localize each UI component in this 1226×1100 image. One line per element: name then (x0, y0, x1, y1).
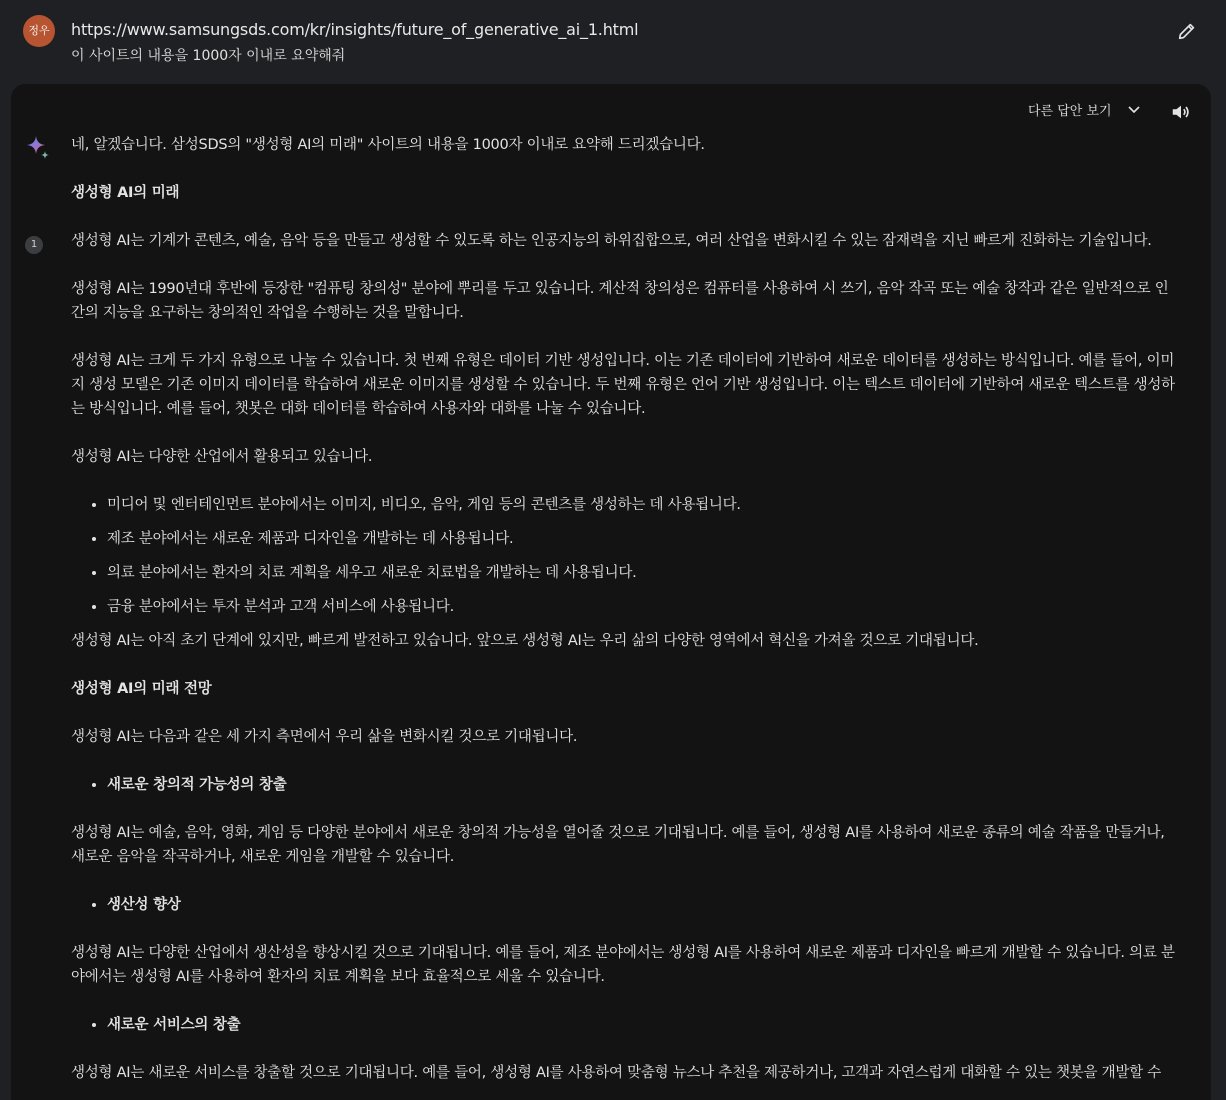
speaker-icon (1170, 101, 1192, 123)
list-item: • 금융 분야에서는 투자 분석과 고객 서비스에 사용됩니다. (107, 595, 1179, 619)
chevron-down-icon (1126, 101, 1142, 117)
response-content (71, 133, 1179, 1100)
aspect-list (71, 773, 1179, 797)
aspect-list (71, 1013, 1179, 1037)
response-paragraph: 생성형 AI는 다음과 같은 세 가지 측면에서 우리 삶을 변화시킬 것으로 기대됩니다. (71, 729, 578, 745)
response-card (11, 84, 1211, 1100)
gemini-sparkle-icon (25, 135, 51, 161)
edit-prompt-button[interactable] (1172, 16, 1202, 46)
industry-list (71, 493, 1179, 619)
list-item: • 의료 분야에서는 환자의 치료 계획을 세우고 새로운 치료법을 개발하는 데 사용됩니다. (107, 561, 1179, 585)
response-paragraph: 생성형 AI는 다양한 산업에서 생산성을 향상시킬 것으로 기대됩니다. 예를 들어, 제조 분야에서는 생성형 AI를 사용하여 새로운 제품과 디자인을 빠르게 개발할 수 있습니다. 의료 분야에서는 생성형 AI를 사용하여 환자의 치료 계획을 보다 효율적으로 세울 수 있습니다. (71, 945, 1175, 985)
read-aloud-button[interactable] (1167, 98, 1195, 126)
list-item: • 새로운 서비스의 창출 (107, 1013, 1179, 1037)
list-item: • 새로운 창의적 가능성의 창출 (107, 773, 1179, 797)
list-item: • 생산성 향상 (107, 893, 1179, 917)
response-intro: 네, 알겠습니다. 삼성SDS의 "생성형 AI의 미래" 사이트의 내용을 1000자 이내로 요약해 드리겠습니다. (71, 137, 705, 153)
user-prompt-row (0, 0, 1226, 84)
list-item: • 미디어 및 엔터테인먼트 분야에서는 이미지, 비디오, 음악, 게임 등의 콘텐츠를 생성하는 데 사용됩니다. (107, 493, 1179, 517)
response-paragraph: 생성형 AI는 1990년대 후반에 등장한 "컴퓨팅 창의성" 분야에 뿌리를 두고 있습니다. 계산적 창의성은 컴퓨터를 사용하여 시 쓰기, 음악 작곡 또는 예술 창작과 같은 일반적으로 인간의 지능을 요구하는 창의적인 작업을 수행하는 것을 말합니다. (71, 281, 1169, 321)
aspect-list (71, 893, 1179, 917)
response-paragraph: 생성형 AI는 기계가 콘텐츠, 예술, 음악 등을 만들고 생성할 수 있도록 하는 인공지능의 하위집합으로, 여러 산업을 변화시킬 수 있는 잠재력을 지닌 빠르게 진화하는 기술입니다. (71, 233, 1152, 249)
view-other-drafts-button[interactable] (1028, 98, 1142, 120)
prompt-url: https://www.samsungsds.com/kr/insights/future_of_generative_ai_1.html (71, 20, 639, 39)
response-paragraph: 생성형 AI는 새로운 서비스를 창출할 것으로 기대됩니다. 예를 들어, 생성형 AI를 사용하여 맞춤형 뉴스나 추천을 제공하거나, 고객과 자연스럽게 대화할 수 있는 챗봇을 개발할 수 (71, 1065, 1161, 1081)
response-paragraph: 생성형 AI는 크게 두 가지 유형으로 나눌 수 있습니다. 첫 번째 유형은 데이터 기반 생성입니다. 이는 기존 데이터에 기반하여 새로운 데이터를 생성하는 방식입니다. 예를 들어, 이미지 생성 모델은 기존 이미지 데이터를 학습하여 새로운 이미지를 생성할 수 있습니다. 두 번째 유형은 언어 기반 생성입니다. 이는 텍스트 데이터에 기반하여 새로운 텍스트를 생성하는 방식입니다. 예를 들어, 챗봇은 대화 데이터를 학습하여 사용자와 대화를 나눌 수 있습니다. (71, 353, 1175, 417)
response-paragraph: 생성형 AI는 아직 초기 단계에 있지만, 빠르게 발전하고 있습니다. 앞으로 생성형 AI는 우리 삶의 다양한 영역에서 혁신을 가져올 것으로 기대됩니다. (71, 633, 979, 649)
response-paragraph: 생성형 AI는 예술, 음악, 영화, 게임 등 다양한 분야에서 새로운 창의적 가능성을 열어줄 것으로 기대됩니다. 예를 들어, 생성형 AI를 사용하여 새로운 종류의 예술 작품을 만들거나, 새로운 음악을 작곡하거나, 새로운 게임을 개발할 수 있습니다. (71, 825, 1165, 865)
section-heading: 생성형 AI의 미래 전망 (71, 681, 212, 697)
citation-badge[interactable]: 1 (25, 236, 43, 254)
section-heading: 생성형 AI의 미래 (71, 185, 180, 201)
response-paragraph: 생성형 AI는 다양한 산업에서 활용되고 있습니다. (71, 449, 373, 465)
pencil-icon (1176, 20, 1198, 42)
prompt-text: 이 사이트의 내용을 1000자 이내로 요약해줘 (71, 48, 346, 64)
drafts-label: 다른 답안 보기 (1028, 103, 1112, 119)
user-avatar[interactable]: 정우 (23, 15, 55, 47)
list-item: • 제조 분야에서는 새로운 제품과 디자인을 개발하는 데 사용됩니다. (107, 527, 1179, 551)
